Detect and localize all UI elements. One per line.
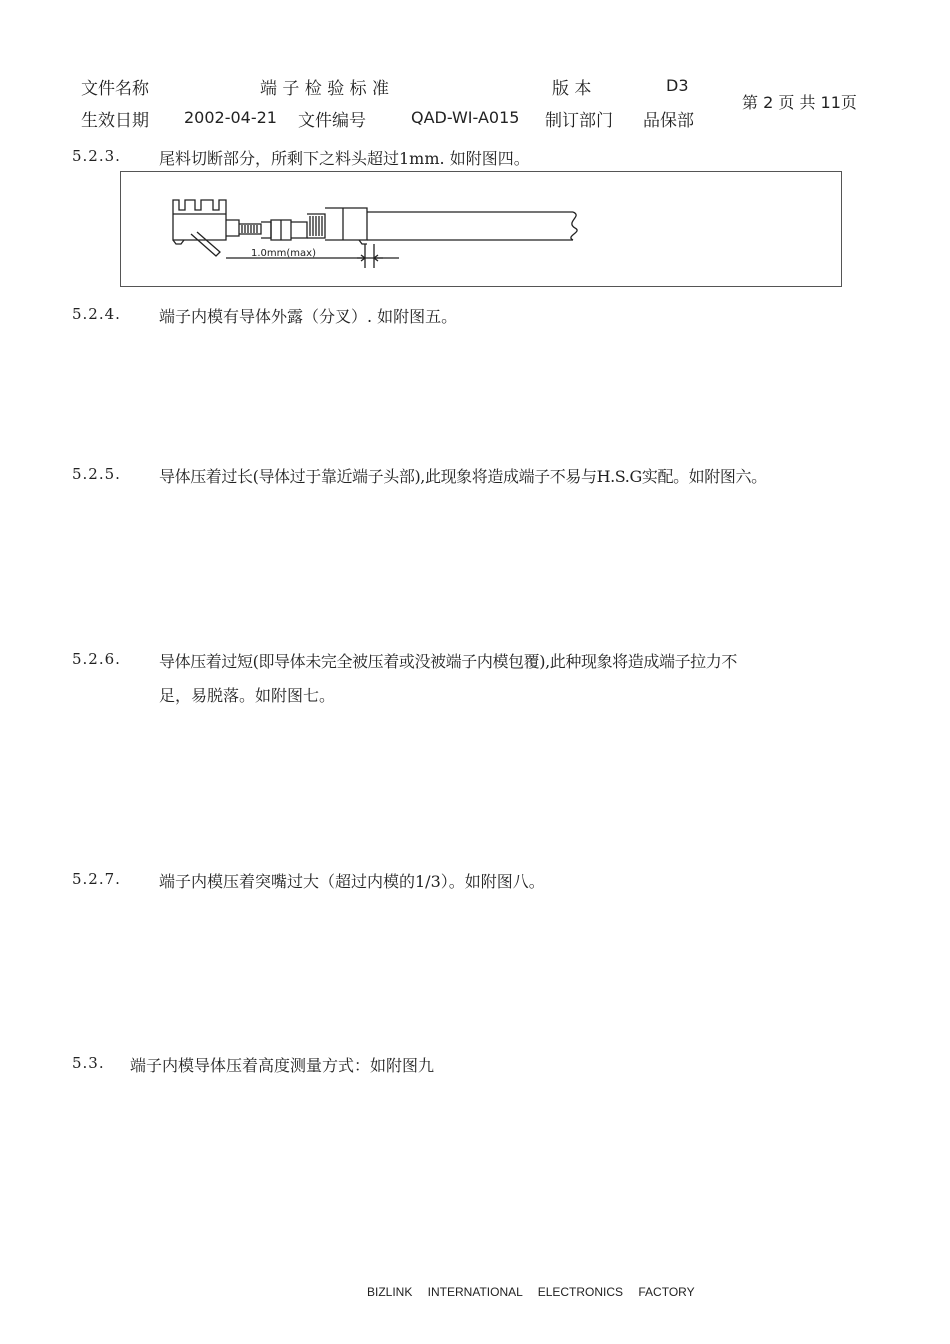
version-label: 版 本 (552, 79, 592, 99)
doc-number-label: 文件编号 (298, 111, 366, 131)
section-text: 端子内模压着突嘴过大（超过内模的1/3）。如附图八。 (159, 872, 545, 891)
section-number: 5.2.4. (72, 305, 121, 323)
dept-value: 品保部 (643, 111, 694, 131)
section-number: 5.2.7. (72, 870, 121, 888)
section-text: 尾料切断部分，所剩下之料头超过1mm. 如附图四。 (159, 149, 530, 168)
section-text: 导体压着过长(导体过于靠近端子头部),此现象将造成端子不易与H.S.G实配。如附图六。 (159, 467, 767, 486)
section-text: 导体压着过短(即导体未完全被压着或没被端子内模包覆),此种现象将造成端子拉力不 (159, 652, 737, 671)
terminal-drawing (121, 172, 841, 286)
effective-date-value: 2002-04-21 (184, 108, 277, 127)
doc-number-value: QAD-WI-A015 (411, 108, 520, 127)
section-text: 端子内模有导体外露（分叉）. 如附图五。 (159, 307, 458, 326)
figure-terminal-cutoff (120, 171, 842, 287)
page-info: 第 2 页 共 11页 (742, 93, 857, 112)
dept-label: 制订部门 (545, 111, 613, 131)
doc-name-value: 端 子 检 验 标 准 (260, 79, 390, 99)
version-value: D3 (666, 76, 689, 95)
section-number: 5.2.3. (72, 147, 121, 165)
section-text: 端子内模导体压着高度测量方式：如附图九 (130, 1056, 435, 1075)
section-number: 5.2.6. (72, 650, 121, 668)
footer-company: BIZLINK INTERNATIONAL ELECTRONICS FACTORY (367, 1285, 695, 1299)
doc-name-label: 文件名称 (81, 79, 149, 99)
dimension-label: 1.0mm(max) (251, 248, 316, 259)
section-number: 5.2.5. (72, 465, 121, 483)
section-text-continued: 足，易脱落。如附图七。 (159, 686, 336, 705)
section-number: 5.3. (72, 1054, 105, 1072)
effective-date-label: 生效日期 (81, 111, 149, 131)
